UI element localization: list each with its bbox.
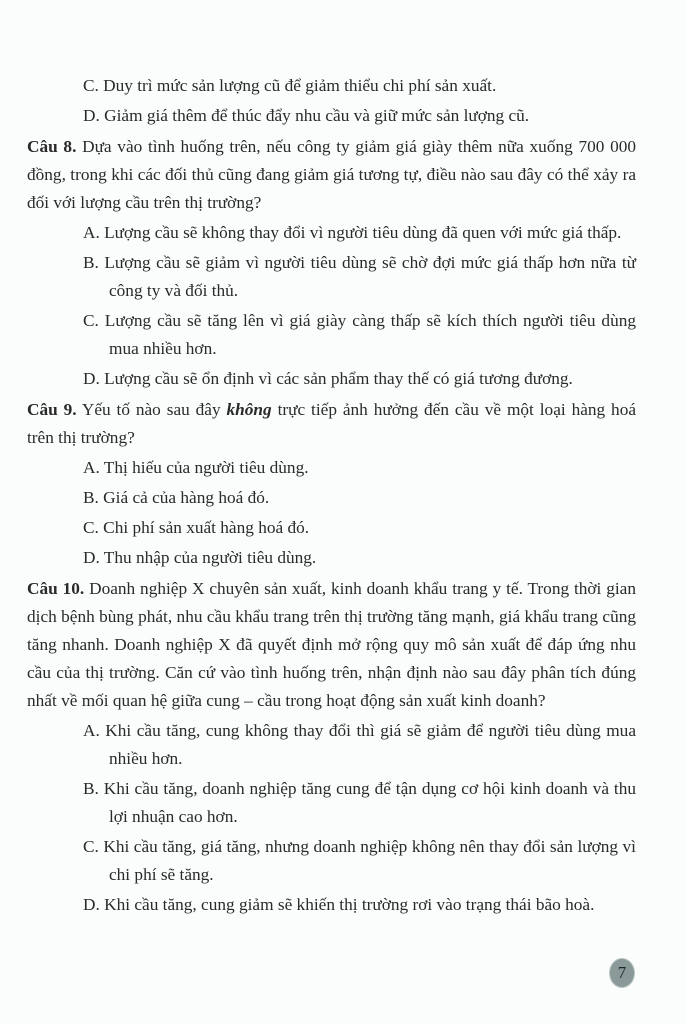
question-label: Câu 8. bbox=[27, 137, 77, 156]
question-label: Câu 10. bbox=[27, 579, 85, 598]
q10-option-a: A. Khi cầu tăng, cung không thay đổi thì giá sẽ giảm để người tiêu dùng mua nhiều hơn. bbox=[83, 721, 636, 768]
q8-option-d: D. Lượng cầu sẽ ổn định vì các sản phẩm thay thế có giá tương đương. bbox=[83, 369, 573, 388]
question-8 bbox=[27, 133, 636, 217]
q8-option-a: A. Lượng cầu sẽ không thay đổi vì người tiêu dùng đã quen với mức giá thấp. bbox=[83, 223, 622, 242]
question-9 bbox=[27, 396, 636, 452]
q8-option-c: C. Lượng cầu sẽ tăng lên vì giá giày càng thấp sẽ kích thích người tiêu dùng mua nhiều hơn. bbox=[83, 311, 636, 358]
q9-option-d: D. Thu nhập của người tiêu dùng. bbox=[83, 548, 317, 567]
question-text: Doanh nghiệp X chuyên sản xuất, kinh doanh khẩu trang y tế. Trong thời gian dịch bệnh bùng phát, nhu cầu khẩu trang trên thị trường tăng mạnh, giá khẩu trang cũng tăng nhanh. Doanh nghiệp X đã quyết định mở rộng quy mô sản xuất để đáp ứng nhu cầu của thị trường. Căn cứ vào tình huống trên, nhận định nào sau đây phân tích đúng nhất về mối quan hệ giữa cung – cầu trong hoạt động sản xuất kinh doanh? bbox=[27, 579, 636, 710]
q10-option-b: B. Khi cầu tăng, doanh nghiệp tăng cung để tận dụng cơ hội kinh doanh và thu lợi nhuận cao hơn. bbox=[83, 779, 636, 826]
document-page bbox=[27, 72, 636, 921]
question-text: trực tiếp ảnh hưởng đến cầu về một loại hàng hoá trên thị trường? bbox=[27, 400, 637, 447]
question-text: Yếu tố nào sau đây bbox=[76, 400, 227, 419]
q7-option-c: C. Duy trì mức sản lượng cũ để giảm thiểu chi phí sản xuất. bbox=[83, 76, 497, 95]
question-10 bbox=[27, 575, 636, 715]
question-label: Câu 9. bbox=[27, 400, 77, 419]
emphasis-text: không bbox=[226, 400, 272, 419]
q9-option-c: C. Chi phí sản xuất hàng hoá đó. bbox=[83, 518, 310, 537]
q10-option-d: D. Khi cầu tăng, cung giảm sẽ khiến thị trường rơi vào trạng thái bão hoà. bbox=[83, 895, 595, 914]
question-text: Dựa vào tình huống trên, nếu công ty giảm giá giày thêm nữa xuống 700 000 đồng, trong khi các đối thủ cũng đang giảm giá tương tự, điều nào sau đây có thể xảy ra đối với lượng cầu trên thị trường? bbox=[27, 137, 636, 212]
q7-option-d: D. Giảm giá thêm để thúc đẩy nhu cầu và giữ mức sản lượng cũ. bbox=[83, 106, 530, 125]
q9-option-a: A. Thị hiếu của người tiêu dùng. bbox=[83, 458, 309, 477]
q8-option-b: B. Lượng cầu sẽ giảm vì người tiêu dùng sẽ chờ đợi mức giá thấp hơn nữa từ công ty và đối thủ. bbox=[83, 253, 636, 300]
page-number: 7 bbox=[609, 958, 635, 988]
q9-option-b: B. Giá cả của hàng hoá đó. bbox=[83, 488, 270, 507]
q10-option-c: C. Khi cầu tăng, giá tăng, nhưng doanh nghiệp không nên thay đổi sản lượng vì chi phí sẽ tăng. bbox=[83, 837, 636, 884]
